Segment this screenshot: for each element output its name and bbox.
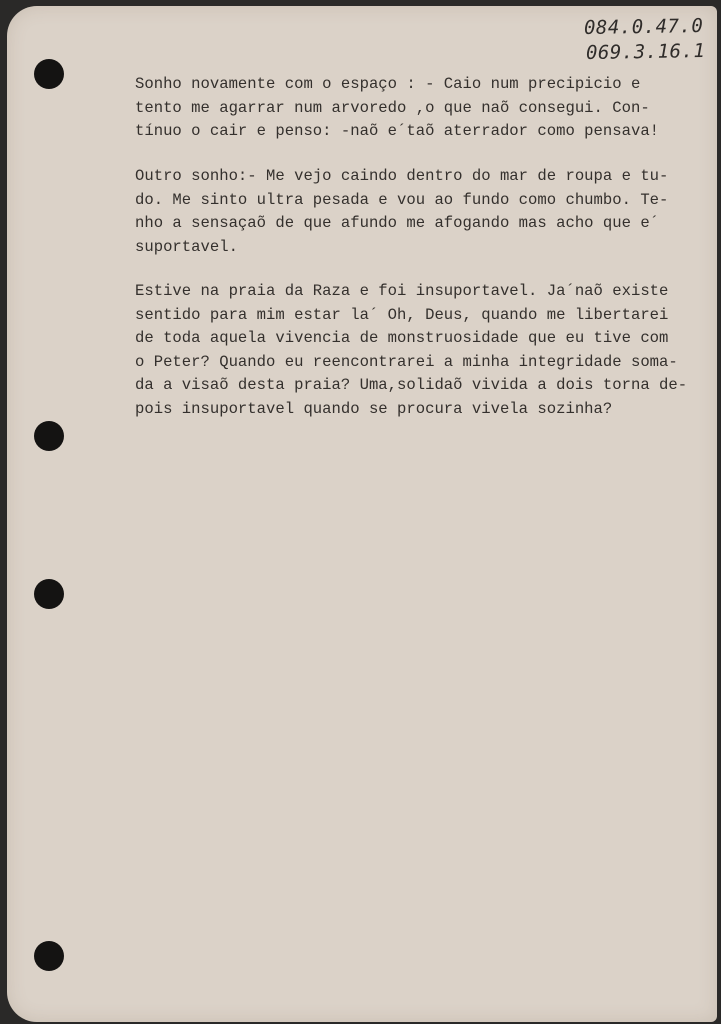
binder-hole [34,59,64,89]
typed-line: nho a sensaçaõ de que afundo me afogando mas acho que e´ [135,214,660,232]
typed-line: Outro sonho:- Me vejo caindo dentro do mar de roupa e tu- [135,167,669,185]
binder-hole [34,941,64,971]
typed-line: tínuo o cair e penso: -naõ e´taõ aterrador como pensava! [135,122,660,140]
typed-line: suportavel. [135,237,238,256]
paper-sheet [7,6,717,1022]
typed-paragraph-dream-space [135,73,659,144]
typed-line: tento me agarrar num arvoredo ,o que naõ consegui. Con- [135,98,650,117]
archive-reference-number: 084.0.47.0 [583,14,704,40]
typed-line: sentido para mim estar la´ Oh, Deus, quando me libertarei [135,305,669,324]
archive-reference-number: 069.3.16.1 [585,39,706,65]
typed-line: de toda aquela vivencia de monstruosidade que eu tive com [135,329,669,347]
typed-paragraph-beach [135,280,687,421]
typed-line: Sonho novamente com o espaço : - Caio num precipicio e [135,75,641,93]
typed-paragraph-dream-sea [135,165,668,259]
binder-hole [34,421,64,451]
typed-line: do. Me sinto ultra pesada e vou ao fundo como chumbo. Te- [135,190,669,209]
typed-line: o Peter? Quando eu reencontrarei a minha integridade soma- [135,352,678,371]
typed-line: pois insuportavel quando se procura vivela sozinha? [135,399,613,418]
typed-line: Estive na praia da Raza e foi insuportavel. Ja´naõ existe [135,282,669,300]
binder-hole [34,579,64,609]
typed-line: da a visaõ desta praia? Uma,solidaõ vivida a dois torna de- [135,376,688,394]
